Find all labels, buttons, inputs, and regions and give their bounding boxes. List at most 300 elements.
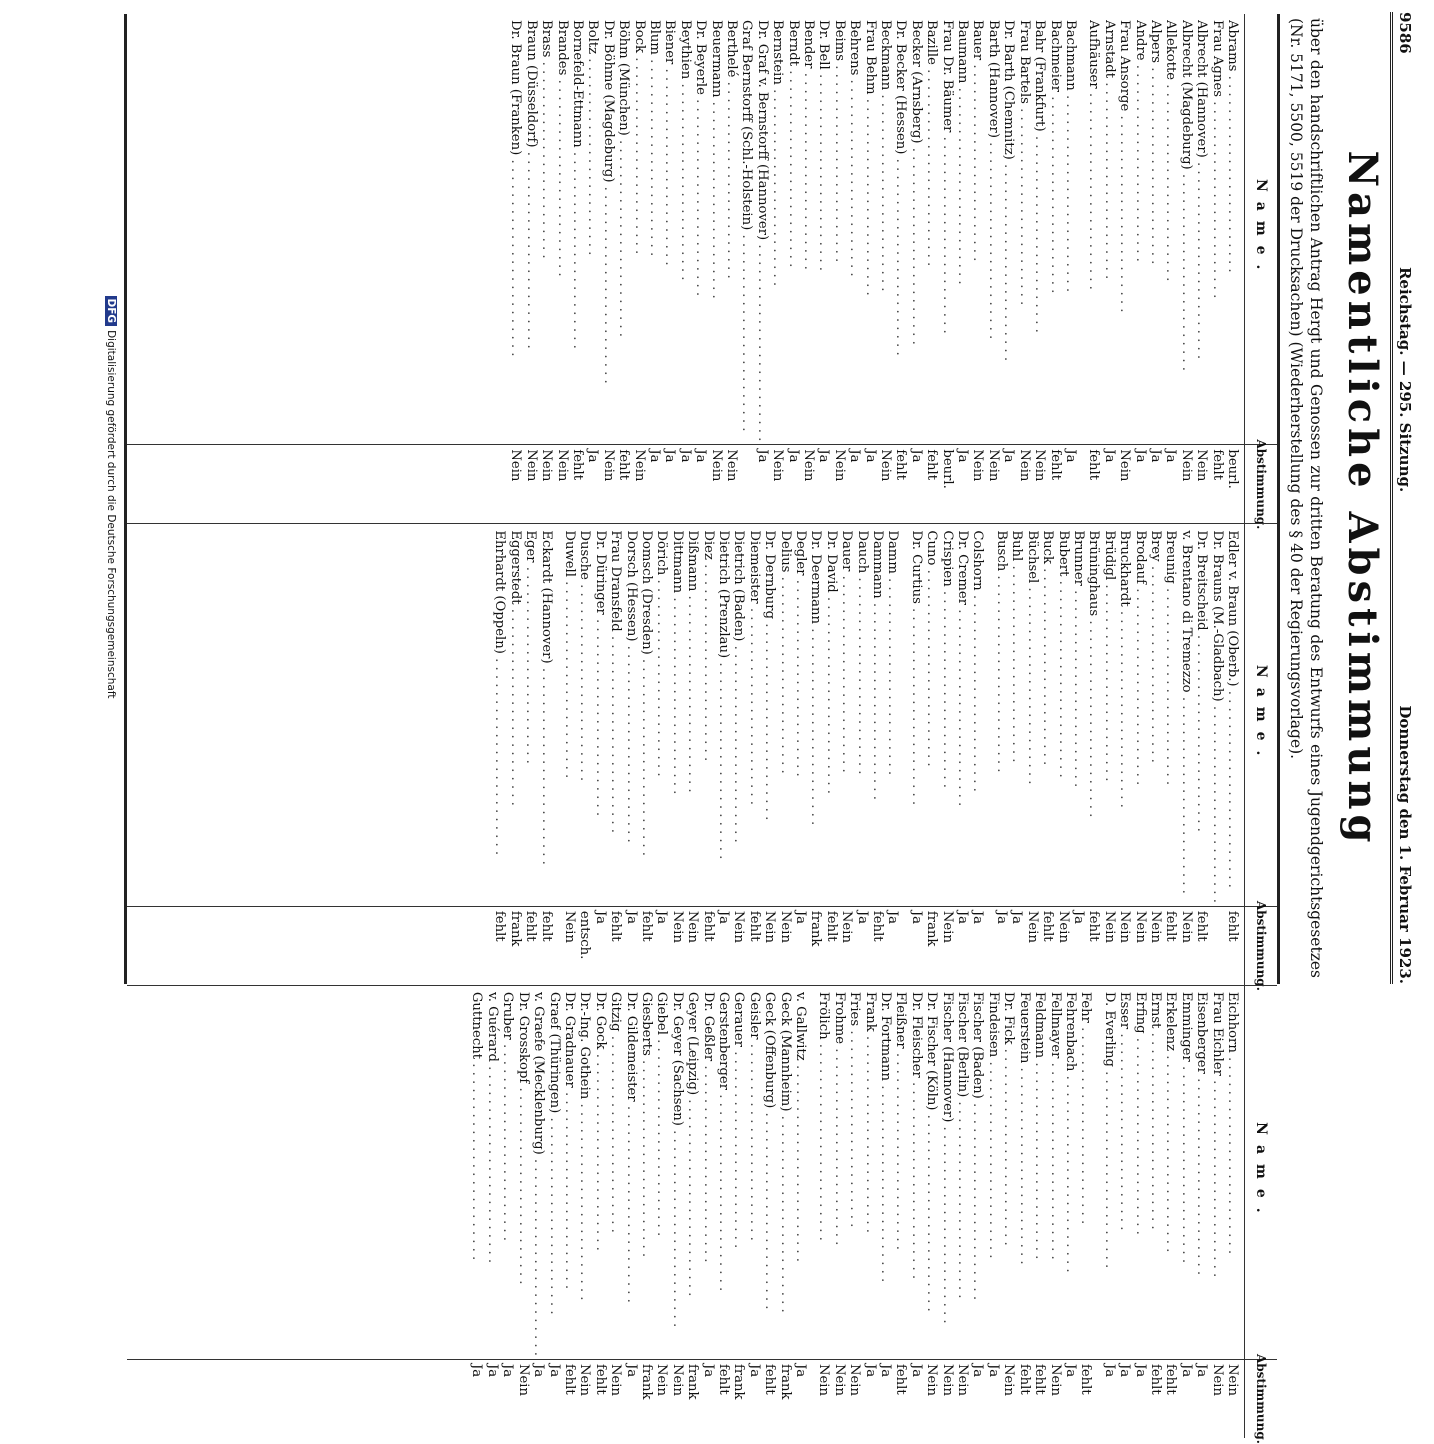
document-page [100,4,1430,1444]
vote-list [127,524,1244,985]
vote-value: Nein [985,449,1001,482]
member-name: Frölich . . . [816,992,831,1356]
vote-value: Ja [793,1363,809,1378]
vote-value: Ja [955,910,971,925]
vote-value: Nein [1225,1363,1240,1396]
vote-row [924,20,939,523]
vote-row [639,530,654,985]
member-name: Geisler . . . [746,992,761,1356]
vote-row [924,992,939,1438]
vote-row [770,20,785,523]
member-name: Domsch (Dresden) . . . [639,530,654,903]
vote-value: fehlt [561,1363,577,1395]
vote-value: Nein [561,910,577,943]
vote-row [1009,530,1024,985]
vote-value: beurl. [939,449,955,489]
vote-row [739,20,754,523]
member-name: Feuerstein . . . [1016,992,1031,1356]
vote-row [523,530,538,985]
member-name: Beuermann . . . [708,20,723,441]
member-name: Degler . . . [793,530,808,903]
vote-value: Nein [839,910,855,943]
member-name: Berndt . . . [785,20,800,441]
name-header: Name. [1245,524,1277,907]
vote-value: Ja [754,449,770,463]
member-name: Frohme . . . [831,992,846,1356]
vote-row [539,20,554,523]
member-name: Dittmann . . . [669,530,684,903]
vote-row [862,992,877,1438]
vote-row [1163,530,1178,985]
vote-row [600,20,615,523]
vote-value: fehlt [538,910,554,942]
vote-column-2 [127,523,1277,991]
vote-row [955,20,970,523]
vote-value: frank [924,910,940,947]
member-name: Dammann . . . [870,530,885,903]
vote-row [515,992,530,1438]
vote-row [507,530,522,985]
member-name: Dietrich (Baden) . . . [731,530,746,903]
vote-value: Ja [531,1363,547,1378]
member-name: Fischer (Hannover) . . . [939,992,954,1356]
vote-row [523,20,538,523]
vote-row [777,992,792,1438]
vote-header: Abstimmung. [1254,900,1268,991]
vote-value: Nein [554,449,570,482]
vote-value: Ja [854,910,870,925]
vote-value: Nein [508,449,524,482]
member-name: Buck . . . [1040,530,1055,903]
vote-value: fehlt [1032,1363,1048,1395]
vote-value: Ja [746,1363,762,1378]
vote-value: Ja [955,449,971,463]
vote-value: Ja [1132,1363,1148,1378]
vote-row [1055,530,1070,985]
member-name: Dr. Gock . . . [592,992,607,1356]
member-name: Albrecht (Magdeburg) . . . [1178,20,1193,441]
member-name: Dr. Graf v. Bernstorff (Hannover) . . . [754,20,769,441]
vote-row [654,992,669,1438]
vote-row [1178,992,1193,1438]
vote-value: Ja [1163,449,1179,463]
vote-row [986,20,1001,523]
group-gap [1078,20,1086,523]
vote-value: Nein [523,449,539,482]
vote-value: Nein [669,910,685,943]
member-name: Crispien . . . [939,530,954,903]
vote-value: fehlt [746,910,762,942]
member-name: Dr. Fick . . . [1001,992,1016,1356]
member-name: Biener . . . [662,20,677,441]
member-name: v. Gallwitz . . . [793,992,808,1356]
member-name: Brass . . . [539,20,554,441]
member-name: Fleißner . . . [893,992,908,1356]
member-name: Frau Bartels . . . [1016,20,1031,441]
vote-row [500,992,515,1438]
member-name: Damm . . . [885,530,900,903]
vote-value: Ja [546,1363,562,1378]
vote-row [808,530,823,985]
member-name: Graf Bernstorff (Schl.-Holstein) . . . [739,20,754,441]
vote-row [647,20,662,523]
vote-row [746,530,761,985]
vote-row [1063,20,1078,523]
vote-value: Ja [623,910,639,925]
vote-value: Nein [1101,910,1117,943]
vote-row [1132,20,1147,523]
vote-value: Ja [878,1363,894,1378]
vote-value: Nein [939,910,955,943]
vote-value: fehlt [1225,910,1240,942]
vote-row [1016,992,1031,1438]
vote-row [762,530,777,985]
vote-value: Ja [885,910,901,925]
vote-row [1163,20,1178,523]
member-name: Dr. Geyer (Sachsen) . . . [669,992,684,1356]
vote-row [801,20,816,523]
vote-row [1194,992,1209,1438]
member-name: Beythien . . . [677,20,692,441]
vote-row [1001,20,1016,523]
member-name: Frau Eichler . . . [1209,992,1224,1356]
vote-value: Nein [878,449,894,482]
group-gap [900,530,908,985]
vote-row [1024,530,1039,985]
vote-row [754,20,769,523]
vote-value: fehlt [616,449,632,481]
vote-row [685,992,700,1438]
vote-row [955,992,970,1438]
vote-row [693,20,708,523]
vote-value: Ja [1062,1363,1078,1378]
vote-row [1032,20,1047,523]
vote-value: Ja [1009,910,1025,925]
vote-row [577,992,592,1438]
vote-value: Ja [908,1363,924,1378]
member-name: v. Brentano di Tremezzo . . . [1178,530,1193,903]
member-name: Andre . . . [1132,20,1147,441]
vote-value: fehlt [592,1363,608,1395]
vote-row [1148,530,1163,985]
vote-value: beurl. [1225,449,1240,489]
member-name: Frau Dransfeld . . . [608,530,623,903]
member-name: Dr. Gradnauer . . . [562,992,577,1356]
member-name: Fehr . . . [1078,992,1093,1356]
vote-row [1178,530,1193,985]
vote-row [1101,992,1116,1438]
member-name: Dietrich (Prenzlau) . . . [716,530,731,903]
vote-value: Nein [685,910,701,943]
vote-row [1032,992,1047,1438]
vote-row [823,530,838,985]
vote-value: Nein [1209,1363,1225,1396]
vote-value: frank [731,1363,747,1400]
vote-row [816,992,831,1438]
vote-list [127,14,1244,523]
member-name: Giebel . . . [654,992,669,1356]
vote-row [1209,20,1224,523]
member-name: Dr. Bell . . . [816,20,831,441]
member-name: Dißmann . . . [685,530,700,903]
vote-value: entsch. [577,910,593,960]
vote-row [1225,530,1240,985]
vote-row [1071,530,1086,985]
vote-value: Nein [1001,1363,1017,1396]
member-name: Dr. Geßler . . . [700,992,715,1356]
vote-value: Ja [662,449,678,463]
vote-row [893,992,908,1438]
member-name: Braun (Düsseldorf) . . . [523,20,538,441]
vote-value: Ja [484,1363,500,1378]
vote-value: Nein [1147,910,1163,943]
vote-row [716,992,731,1438]
member-name: Diemeister . . . [746,530,761,903]
member-name: Dr. Breitscheid . . . [1194,530,1209,903]
member-name: Bruckhardt . . . [1117,530,1132,903]
member-name: Cuno . . . [924,530,939,903]
member-name: Brunner . . . [1071,530,1086,903]
vote-row [531,992,546,1438]
vote-value: Nein [1132,910,1148,943]
vote-row [1148,20,1163,523]
vote-value: Ja [716,910,731,925]
vote-row [870,530,885,985]
vote-row [508,20,523,523]
vote-value: Ja [1070,910,1086,925]
member-name: Baumann . . . [955,20,970,441]
vote-row [831,20,846,523]
member-name: Gruber . . . [500,992,515,1356]
vote-row [716,530,731,985]
vote-row [631,20,646,523]
vote-row [1101,20,1116,523]
member-name: Dr.-Ing. Gothein . . . [577,992,592,1356]
member-name: Dr. Fortmann . . . [878,992,893,1356]
vote-row [731,530,746,985]
member-name: Büchsel . . . [1024,530,1039,903]
vote-row [592,530,607,985]
vote-list [127,986,1244,1438]
member-name: Dr. Böhme (Magdeburg) . . . [600,20,615,441]
vote-value: Ja [985,1363,1001,1378]
vote-row [862,20,877,523]
member-name: Frau Dr. Bäumer . . . [939,20,954,441]
vote-row [793,530,808,985]
vote-row [623,992,638,1438]
vote-row [885,530,900,985]
vote-row [639,992,654,1438]
vote-row [908,20,923,523]
vote-value: Nein [608,1363,624,1396]
member-name: Fischer (Baden) . . . [970,992,985,1356]
vote-value: fehlt [1209,449,1225,481]
vote-value: Nein [924,1363,940,1396]
member-name: Berthelé . . . [724,20,739,441]
member-name: Fellmayer . . . [1047,992,1062,1356]
vote-value: Nein [1032,449,1048,482]
vote-row [970,992,985,1438]
member-name: Diez . . . [700,530,715,903]
vote-value: Ja [1147,449,1163,463]
member-name: Breunig . . . [1163,530,1178,903]
member-name: Bazille . . . [924,20,939,441]
vote-value: Ja [970,1363,986,1378]
column-header [1244,14,1277,530]
vote-row [793,992,808,1438]
vote-value: Nein [1117,910,1133,943]
member-name: Dr. Barth (Chemnitz) . . . [1001,20,1016,441]
vote-row [708,20,723,523]
member-name: D. Everling . . . [1101,992,1116,1356]
vote-row [1132,530,1147,985]
member-name: Beckmann . . . [878,20,893,441]
vote-value: Ja [908,449,924,463]
vote-value: Nein [731,910,747,943]
name-header: Name. [1245,14,1277,445]
vote-row [616,20,631,523]
member-name: Alpers . . . [1148,20,1163,441]
vote-row [731,992,746,1438]
vote-row [577,530,592,985]
vote-row [1225,992,1240,1438]
member-name: Esser . . . [1117,992,1132,1356]
vote-row [654,530,669,985]
vote-row [570,20,585,523]
vote-value: Nein [955,1363,971,1396]
vote-value: Nein [1194,449,1210,482]
member-name: Bock . . . [631,20,646,441]
vote-value: fehlt [608,910,624,942]
vote-row [908,530,923,985]
vote-value: Nein [669,1363,685,1396]
vote-row [746,992,761,1438]
member-name: Dr. Brauns (M.-Gladbach) . . . [1209,530,1224,903]
member-name: Albrecht (Hannover) . . . [1194,20,1209,441]
member-name: Arnstadt . . . [1101,20,1116,441]
vote-value: fehlt [569,449,585,481]
vote-value: Ja [908,910,924,925]
vote-value: fehlt [523,910,539,942]
vote-row [724,20,739,523]
vote-row [878,20,893,523]
member-name: Geck (Mannheim) . . . [777,992,792,1356]
vote-row [816,20,831,523]
vote-value: Nein [816,1363,832,1396]
vote-row [492,530,507,985]
vote-value: Nein [777,910,793,943]
session-title: Reichstag. — 295. Sitzung. [1396,266,1414,493]
member-name: v. Graefe (Mecklenburg) . . . [531,992,546,1356]
dfg-logo: DFG [105,296,117,327]
vote-row [700,530,715,985]
member-name: Dr. Deermann . . . [808,530,823,903]
member-name: Dr. Becker (Hessen) . . . [893,20,908,441]
member-name: Dr. Grosskopf . . . [515,992,530,1356]
member-name: Dr. David . . . [823,530,838,903]
member-name: Eckardt (Hannover) . . . [538,530,553,903]
member-name: Böhm (München) . . . [616,20,631,441]
vote-row [562,992,577,1438]
vote-row [831,992,846,1438]
vote-value: Ja [1101,1363,1117,1378]
vote-value: fehlt [893,449,909,481]
vote-value: Ja [654,910,670,925]
vote-row [924,530,939,985]
member-name: Beims . . . [831,20,846,441]
vote-row [669,992,684,1438]
member-name: Boltz . . . [585,20,600,441]
member-name: Frau Ansorge . . . [1117,20,1132,441]
member-name: Bornefeld-Ettmann . . . [570,20,585,441]
vote-value: Ja [970,910,986,925]
vote-value: Ja [862,449,878,463]
vote-value: Nein [1047,1363,1063,1396]
member-name: Dr. Dernburg . . . [762,530,777,903]
member-name: Bauer . . . [970,20,985,441]
member-name: Gerstenberger . . . [716,992,731,1356]
vote-value: Nein [708,449,724,482]
digitization-note [105,12,117,982]
vote-value: fehlt [1147,1363,1163,1395]
vote-row [1163,992,1178,1438]
vote-row [1086,20,1101,523]
vote-value: fehlt [823,910,839,942]
vote-row [908,992,923,1438]
vote-row [955,530,970,985]
vote-value: Nein [654,1363,670,1396]
vote-row [1178,20,1193,523]
column-header [1244,524,1277,991]
vote-value: Ja [700,1363,716,1378]
member-name: Graef (Thüringen) . . . [546,992,561,1356]
vote-row [1117,992,1132,1438]
vote-row [839,530,854,985]
vote-value: Ja [847,449,863,463]
member-name: Edler v. Braun (Oberb.) . . . [1225,530,1240,903]
member-name: Dusche . . . [577,530,592,903]
vote-value: fehlt [700,910,716,942]
vote-row [554,20,569,523]
vote-row [538,530,553,985]
vote-value: fehlt [1016,1363,1032,1395]
vote-value: Ja [1178,1363,1194,1378]
member-name: Dorsch (Hessen) . . . [623,530,638,903]
vote-value: frank [777,1363,793,1400]
vote-value: Nein [831,1363,847,1396]
member-name: Fehrenbach . . . [1063,992,1078,1356]
member-name: Guttnecht . . . [469,992,484,1356]
member-name: Buhl . . . [1009,530,1024,903]
vote-value: Ja [585,449,601,463]
vote-row [970,20,985,523]
vote-row [939,530,954,985]
vote-header: Abstimmung. [1254,1353,1268,1444]
vote-row [562,530,577,985]
vote-value: Ja [816,449,832,463]
vote-row [939,20,954,523]
page-title: Namentliche Abstimmung [1339,150,1386,848]
vote-row [878,992,893,1438]
vote-value: Ja [623,1363,639,1378]
session-date: Donnerstag den 1. Februar 1923. [1396,705,1414,984]
vote-value: Nein [1055,910,1071,943]
member-name: Dr. Braun (Franken) . . . [508,20,523,441]
vote-row [777,530,792,985]
vote-value: frank [685,1363,701,1400]
vote-row [1225,20,1240,523]
member-name: Bubert . . . [1055,530,1070,903]
